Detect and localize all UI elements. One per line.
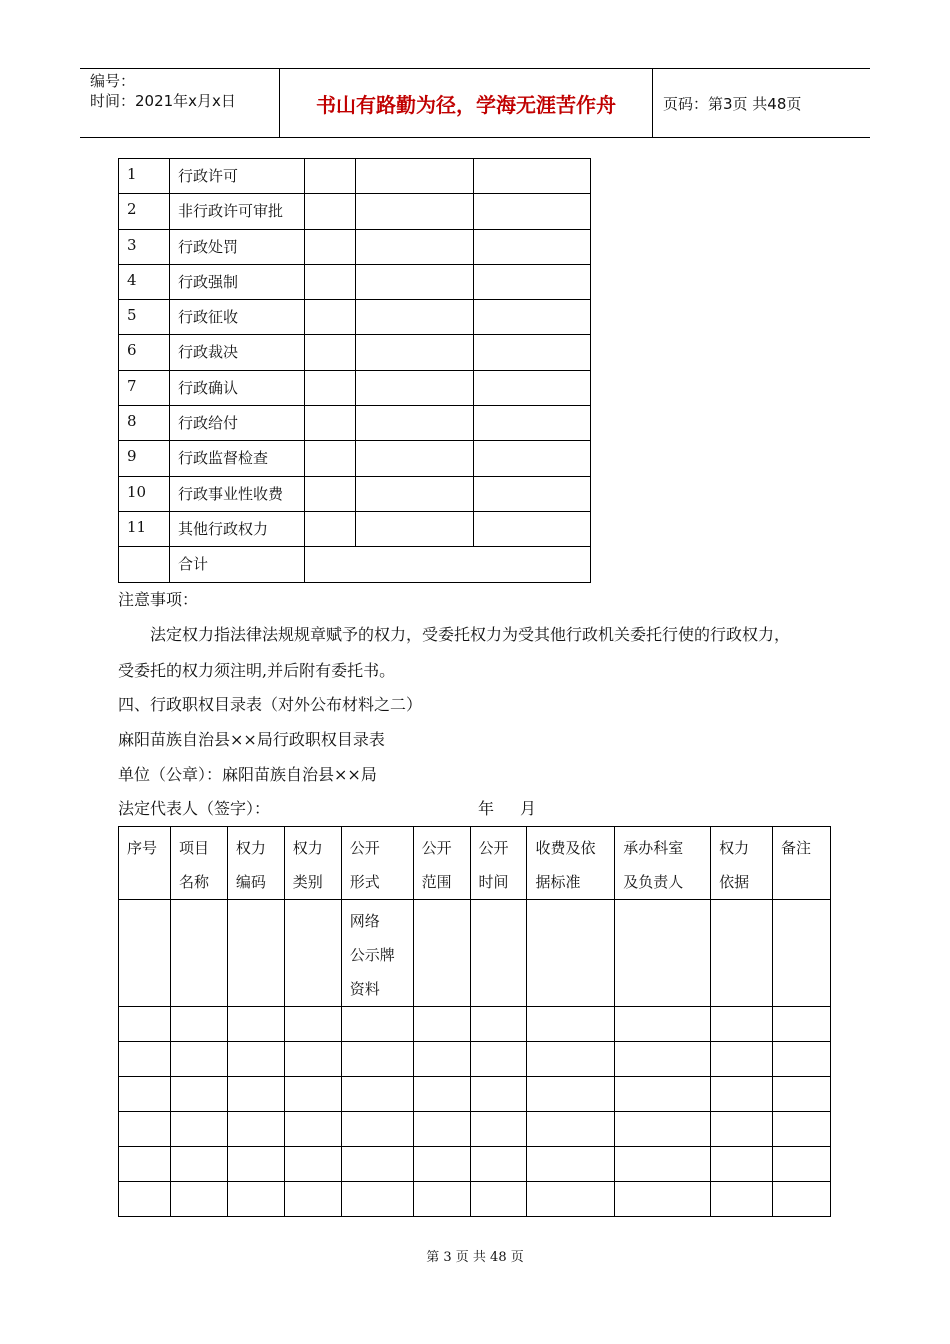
year-label: 年 xyxy=(478,799,495,818)
table-row xyxy=(119,335,591,370)
empty-cell xyxy=(305,264,356,299)
empty-cell xyxy=(170,1182,227,1217)
empty-cell xyxy=(305,476,356,511)
empty-cell xyxy=(284,1182,341,1217)
motto-text: 书山有路勤为径，学海无涯苦作舟 xyxy=(316,92,616,117)
column-header-line-1: 公开 xyxy=(349,839,380,857)
table-row xyxy=(119,1112,831,1147)
empty-cell xyxy=(711,900,773,1007)
row-number-cell: 8 xyxy=(119,406,170,441)
power-type-cell: 非行政许可审批 xyxy=(170,194,305,229)
empty-cell xyxy=(356,229,474,264)
empty-cell xyxy=(413,1147,470,1182)
empty-cell xyxy=(474,300,591,335)
column-header-line-1: 项目 xyxy=(178,839,209,857)
empty-cell xyxy=(305,406,356,441)
empty-cell xyxy=(356,476,474,511)
empty-cell xyxy=(170,1077,227,1112)
empty-cell xyxy=(474,511,591,546)
power-type-cell: 行政监督检查 xyxy=(170,441,305,476)
table-row xyxy=(119,441,591,476)
empty-cell xyxy=(711,1007,773,1042)
empty-cell xyxy=(305,441,356,476)
empty-cell xyxy=(773,1077,831,1112)
empty-cell xyxy=(305,194,356,229)
table-row xyxy=(119,1007,831,1042)
header-row xyxy=(119,827,831,900)
empty-cell xyxy=(615,1007,711,1042)
empty-cell xyxy=(356,335,474,370)
page-header xyxy=(80,68,870,138)
empty-cell xyxy=(615,900,711,1007)
empty-cell xyxy=(305,335,356,370)
empty-cell xyxy=(711,1112,773,1147)
empty-cell xyxy=(413,1077,470,1112)
row-number-cell: 9 xyxy=(119,441,170,476)
power-type-cell: 行政事业性收费 xyxy=(170,476,305,511)
unit-line: 单位（公章）：麻阳苗族自治县××局 xyxy=(118,765,377,784)
empty-cell xyxy=(227,1007,284,1042)
empty-cell xyxy=(474,264,591,299)
column-header-line-2: 及负责人 xyxy=(623,873,684,891)
empty-cell xyxy=(170,1042,227,1077)
table-row xyxy=(119,1077,831,1112)
empty-cell xyxy=(773,1147,831,1182)
table-row xyxy=(119,370,591,405)
power-type-cell: 行政裁决 xyxy=(170,335,305,370)
empty-cell xyxy=(341,1042,413,1077)
empty-cell xyxy=(773,1007,831,1042)
column-header-line-1: 权力 xyxy=(235,839,266,857)
table-row xyxy=(119,406,591,441)
notes-line-1: 法定权力指法律法规规章赋予的权力，受委托权力为受其他行政机关委托行使的行政权力， xyxy=(150,625,791,644)
table-row xyxy=(119,1182,831,1217)
empty-cell xyxy=(170,1112,227,1147)
column-header-line-2: 范围 xyxy=(421,873,452,891)
empty-cell xyxy=(227,900,284,1007)
empty-cell xyxy=(170,1147,227,1182)
header-meta xyxy=(80,69,280,137)
column-header-line-2: 依据 xyxy=(719,873,750,891)
empty-cell xyxy=(615,1147,711,1182)
column-header-line-1: 承办科室 xyxy=(623,839,684,857)
empty-cell xyxy=(305,229,356,264)
column-header-line-1: 权力 xyxy=(292,839,323,857)
table-row xyxy=(119,1042,831,1077)
table-row xyxy=(119,476,591,511)
empty-cell xyxy=(284,900,341,1007)
header-motto xyxy=(280,69,653,137)
month-label: 月 xyxy=(520,799,537,818)
empty-cell xyxy=(615,1077,711,1112)
column-header-line-1: 公开 xyxy=(421,839,452,857)
empty-cell xyxy=(227,1112,284,1147)
table-row xyxy=(119,900,831,1007)
header-page-info: 页码：第3页 共48页 xyxy=(663,94,802,113)
empty-cell xyxy=(474,441,591,476)
empty-cell xyxy=(119,1112,171,1147)
publish-form-cell xyxy=(341,900,413,1007)
empty-cell xyxy=(527,1007,615,1042)
table-row xyxy=(119,194,591,229)
empty-cell xyxy=(119,1077,171,1112)
power-type-cell: 行政处罚 xyxy=(170,229,305,264)
empty-cell xyxy=(284,1042,341,1077)
power-type-cell: 行政强制 xyxy=(170,264,305,299)
empty-cell xyxy=(170,1007,227,1042)
column-header xyxy=(470,827,527,900)
empty-cell xyxy=(470,1042,527,1077)
power-type-cell: 行政许可 xyxy=(170,159,305,194)
column-header xyxy=(413,827,470,900)
empty-cell xyxy=(284,1147,341,1182)
row-number-cell: 2 xyxy=(119,194,170,229)
empty-cell xyxy=(413,1182,470,1217)
doc-time-label: 时间：2021年x月x日 xyxy=(90,92,236,110)
empty-cell xyxy=(527,1147,615,1182)
row-number-cell: 1 xyxy=(119,159,170,194)
empty-cell xyxy=(305,511,356,546)
empty-cell xyxy=(470,1112,527,1147)
empty-cell xyxy=(474,159,591,194)
empty-cell xyxy=(170,900,227,1007)
empty-cell xyxy=(773,1112,831,1147)
empty-cell xyxy=(284,1112,341,1147)
column-header xyxy=(284,827,341,900)
empty-cell xyxy=(284,1077,341,1112)
empty-cell xyxy=(711,1077,773,1112)
empty-cell xyxy=(474,476,591,511)
empty-cell xyxy=(527,1077,615,1112)
power-type-cell: 其他行政权力 xyxy=(170,511,305,546)
column-header-line-1: 公开 xyxy=(478,839,509,857)
empty-cell xyxy=(711,1042,773,1077)
empty-cell xyxy=(527,1112,615,1147)
empty-cell xyxy=(773,1182,831,1217)
column-header-line-2: 编码 xyxy=(235,873,266,891)
section-heading: 四、行政职权目录表（对外公布材料之二） xyxy=(118,695,423,714)
empty-cell xyxy=(356,194,474,229)
page-footer: 第 3 页 共 48 页 xyxy=(426,1250,524,1265)
empty-cell xyxy=(413,900,470,1007)
column-header xyxy=(170,827,227,900)
empty-cell xyxy=(356,300,474,335)
power-type-cell: 行政给付 xyxy=(170,406,305,441)
empty-cell xyxy=(470,1182,527,1217)
empty-cell xyxy=(470,1077,527,1112)
empty-cell xyxy=(341,1147,413,1182)
column-header xyxy=(615,827,711,900)
column-header xyxy=(773,827,831,900)
row-number-cell: 4 xyxy=(119,264,170,299)
row-number-cell: 10 xyxy=(119,476,170,511)
empty-cell xyxy=(711,1182,773,1217)
row-number-cell: 7 xyxy=(119,370,170,405)
column-header-line-2: 形式 xyxy=(349,873,380,891)
empty-cell xyxy=(119,1182,171,1217)
empty-cell xyxy=(119,1147,171,1182)
empty-cell xyxy=(356,264,474,299)
column-header xyxy=(711,827,773,900)
row-number-cell: 5 xyxy=(119,300,170,335)
empty-cell xyxy=(413,1042,470,1077)
empty-cell xyxy=(474,335,591,370)
column-header-line-2: 名称 xyxy=(178,873,209,891)
power-type-cell: 行政确认 xyxy=(170,370,305,405)
empty-cell xyxy=(119,547,170,582)
table-row xyxy=(119,300,591,335)
total-row xyxy=(119,547,591,582)
empty-cell xyxy=(119,1007,171,1042)
empty-cell xyxy=(341,1182,413,1217)
table-row xyxy=(119,229,591,264)
power-category-table xyxy=(118,158,591,583)
empty-cell xyxy=(119,900,171,1007)
row-number-cell: 11 xyxy=(119,511,170,546)
empty-cell xyxy=(474,370,591,405)
row-number-cell: 3 xyxy=(119,229,170,264)
empty-cell xyxy=(773,1042,831,1077)
empty-cell xyxy=(773,900,831,1007)
column-header xyxy=(527,827,615,900)
column-header xyxy=(227,827,284,900)
power-type-cell: 行政征收 xyxy=(170,300,305,335)
empty-cell xyxy=(227,1042,284,1077)
empty-cell xyxy=(227,1182,284,1217)
empty-cell xyxy=(474,194,591,229)
notes-line-2: 受委托的权力须注明,并后附有委托书。 xyxy=(118,661,396,680)
empty-cell xyxy=(615,1042,711,1077)
empty-cell xyxy=(470,900,527,1007)
publish-form-item: 公示牌 xyxy=(349,946,395,964)
column-header-line-1: 权力 xyxy=(719,839,750,857)
empty-cell xyxy=(711,1147,773,1182)
empty-cell xyxy=(356,159,474,194)
empty-cell xyxy=(305,370,356,405)
column-header-line-1: 序号 xyxy=(127,839,158,857)
total-label-cell: 合计 xyxy=(170,547,305,582)
empty-cell xyxy=(527,1042,615,1077)
publish-form-item: 网络 xyxy=(349,912,380,930)
empty-cell xyxy=(527,1182,615,1217)
power-directory-table xyxy=(118,826,831,1217)
empty-cell xyxy=(305,300,356,335)
empty-cell xyxy=(305,159,356,194)
publish-form-item: 资料 xyxy=(349,980,380,998)
empty-cell xyxy=(356,406,474,441)
column-header xyxy=(119,827,171,900)
empty-cell xyxy=(474,229,591,264)
table-row xyxy=(119,511,591,546)
table-row xyxy=(119,264,591,299)
table-row xyxy=(119,159,591,194)
empty-cell xyxy=(356,511,474,546)
empty-cell xyxy=(227,1077,284,1112)
column-header-line-2: 时间 xyxy=(478,873,509,891)
notes-title: 注意事项： xyxy=(118,590,199,609)
empty-cell xyxy=(227,1147,284,1182)
empty-cell xyxy=(119,1042,171,1077)
empty-cell xyxy=(474,406,591,441)
empty-cell xyxy=(527,900,615,1007)
empty-cell xyxy=(356,370,474,405)
column-header-line-2: 类别 xyxy=(292,873,323,891)
empty-cell xyxy=(470,1007,527,1042)
empty-cell xyxy=(615,1182,711,1217)
empty-cell xyxy=(341,1077,413,1112)
doc-number-label: 编号： xyxy=(90,72,136,90)
column-header-line-1: 备注 xyxy=(781,839,812,857)
empty-cell xyxy=(356,441,474,476)
legal-rep-line: 法定代表人（签字）： xyxy=(118,799,271,818)
column-header-line-1: 收费及依 xyxy=(535,839,596,857)
empty-cell xyxy=(615,1112,711,1147)
empty-cell xyxy=(341,1112,413,1147)
row-number-cell: 6 xyxy=(119,335,170,370)
table-row xyxy=(119,1147,831,1182)
column-header-line-2: 据标准 xyxy=(535,873,581,891)
empty-cell xyxy=(284,1007,341,1042)
column-header xyxy=(341,827,413,900)
total-value-cell xyxy=(305,547,591,582)
table-title: 麻阳苗族自治县××局行政职权目录表 xyxy=(118,730,385,749)
empty-cell xyxy=(470,1147,527,1182)
empty-cell xyxy=(341,1007,413,1042)
empty-cell xyxy=(413,1112,470,1147)
empty-cell xyxy=(413,1007,470,1042)
